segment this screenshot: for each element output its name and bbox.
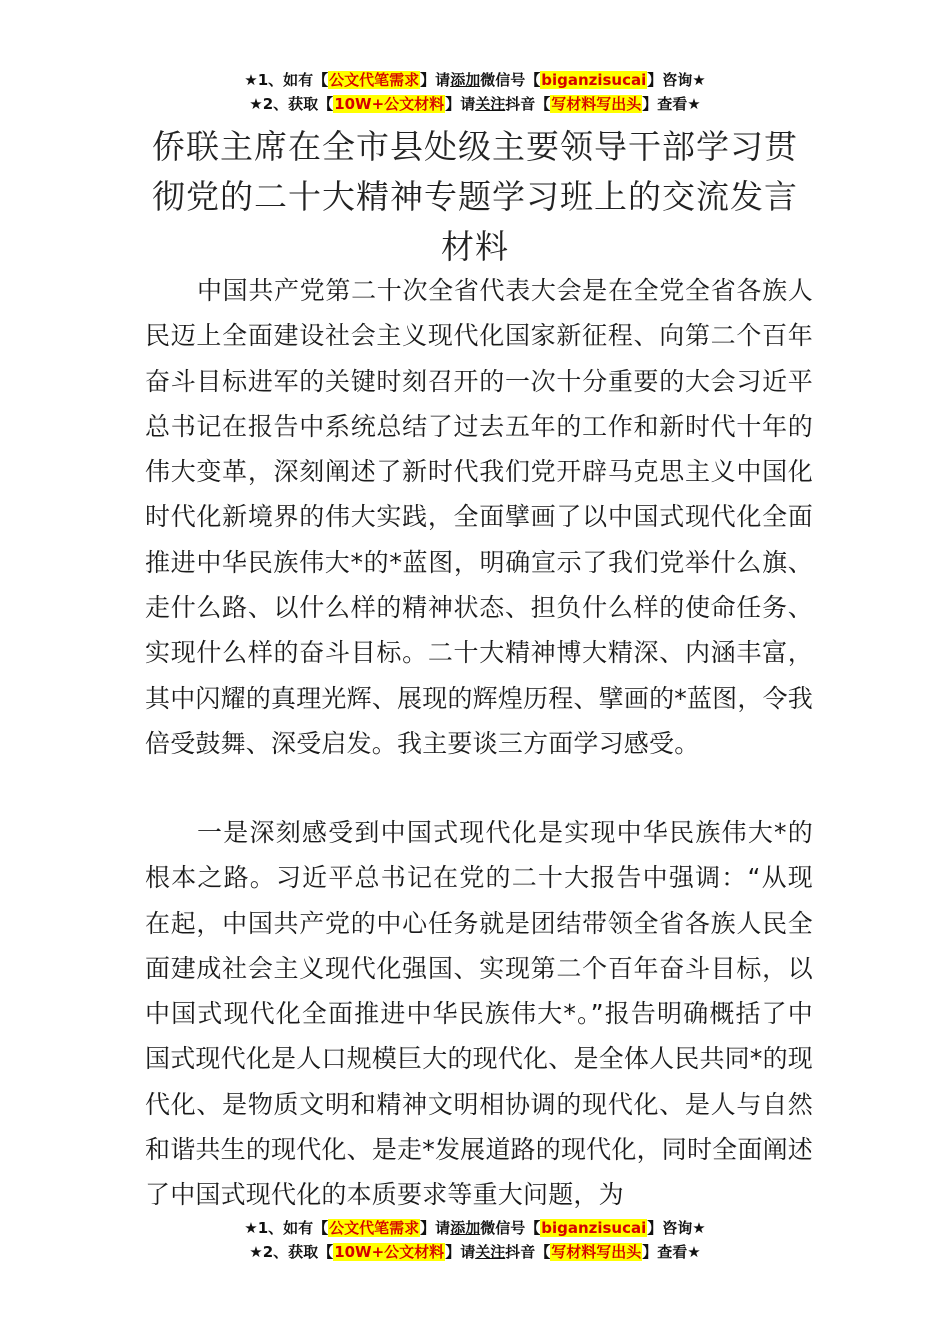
document-title: 侨联主席在全市县处级主要领导干部学习贯彻党的二十大精神专题学习班上的交流发言材料 bbox=[152, 127, 798, 266]
promo-line-2: ★2、获取【10W+公文材料】请关注抖音【写材料写出头】查看★ bbox=[249, 1243, 701, 1261]
promo-line-2: ★2、获取【10W+公文材料】请关注抖音【写材料写出头】查看★ bbox=[249, 95, 701, 113]
promo-highlight: 公文代笔需求 bbox=[329, 71, 420, 89]
promo-line-1: ★1、如有【公文代笔需求】请添加微信号【biganzisucai】咨询★ bbox=[244, 71, 706, 89]
douyin-highlight: 写材料写出头 bbox=[551, 1243, 642, 1261]
wechat-id-highlight: biganzisucai bbox=[541, 1219, 647, 1237]
body-paragraph-2: 一是深刻感受到中国式现代化是实现中华民族伟大*的根本之路。习近平总书记在党的二十大报告中强调：“从现在起，中国共产党的中心任务就是团结带领全省各族人民全面建成社会主义现代化强国、实现第二个百年奋斗目标，以中国式现代化全面推进中华民族伟大*。”报告明确概括了中国式现代化是人口规模巨大的现代化、是全体人民共同*的现代化、是物质文明和精神文明相协调的现代化、是人与自然和谐共生的现代化、是走*发展道路的现代化，同时全面阐述了中国式现代化的本质要求等重大问题，为 bbox=[145, 818, 813, 1210]
promo-line-1: ★1、如有【公文代笔需求】请添加微信号【biganzisucai】咨询★ bbox=[244, 1219, 706, 1237]
promo-highlight: 公文代笔需求 bbox=[329, 1219, 420, 1237]
wechat-id-highlight: biganzisucai bbox=[541, 71, 647, 89]
header-promo-banner bbox=[0, 68, 950, 116]
footer-promo-banner bbox=[0, 1216, 950, 1264]
douyin-highlight: 写材料写出头 bbox=[551, 95, 642, 113]
promo-highlight: 10W+公文材料 bbox=[334, 1243, 445, 1261]
promo-highlight: 10W+公文材料 bbox=[334, 95, 445, 113]
body-paragraph-1: 中国共产党第二十次全省代表大会是在全党全省各族人民迈上全面建设社会主义现代化国家新征程、向第二个百年奋斗目标进军的关键时刻召开的一次十分重要的大会习近平总书记在报告中系统总结了过去五年的工作和新时代十年的伟大变革，深刻阐述了新时代我们党开辟马克思主义中国化时代化新境界的伟大实践，全面擘画了以中国式现代化全面推进中华民族伟大*的*蓝图，明确宣示了我们党举什么旗、走什么路、以什么样的精神状态、担负什么样的使命任务、实现什么样的奋斗目标。二十大精神博大精深、内涵丰富，其中闪耀的真理光辉、展现的辉煌历程、擘画的*蓝图，令我倍受鼓舞、深受启发。我主要谈三方面学习感受。 bbox=[145, 276, 813, 758]
